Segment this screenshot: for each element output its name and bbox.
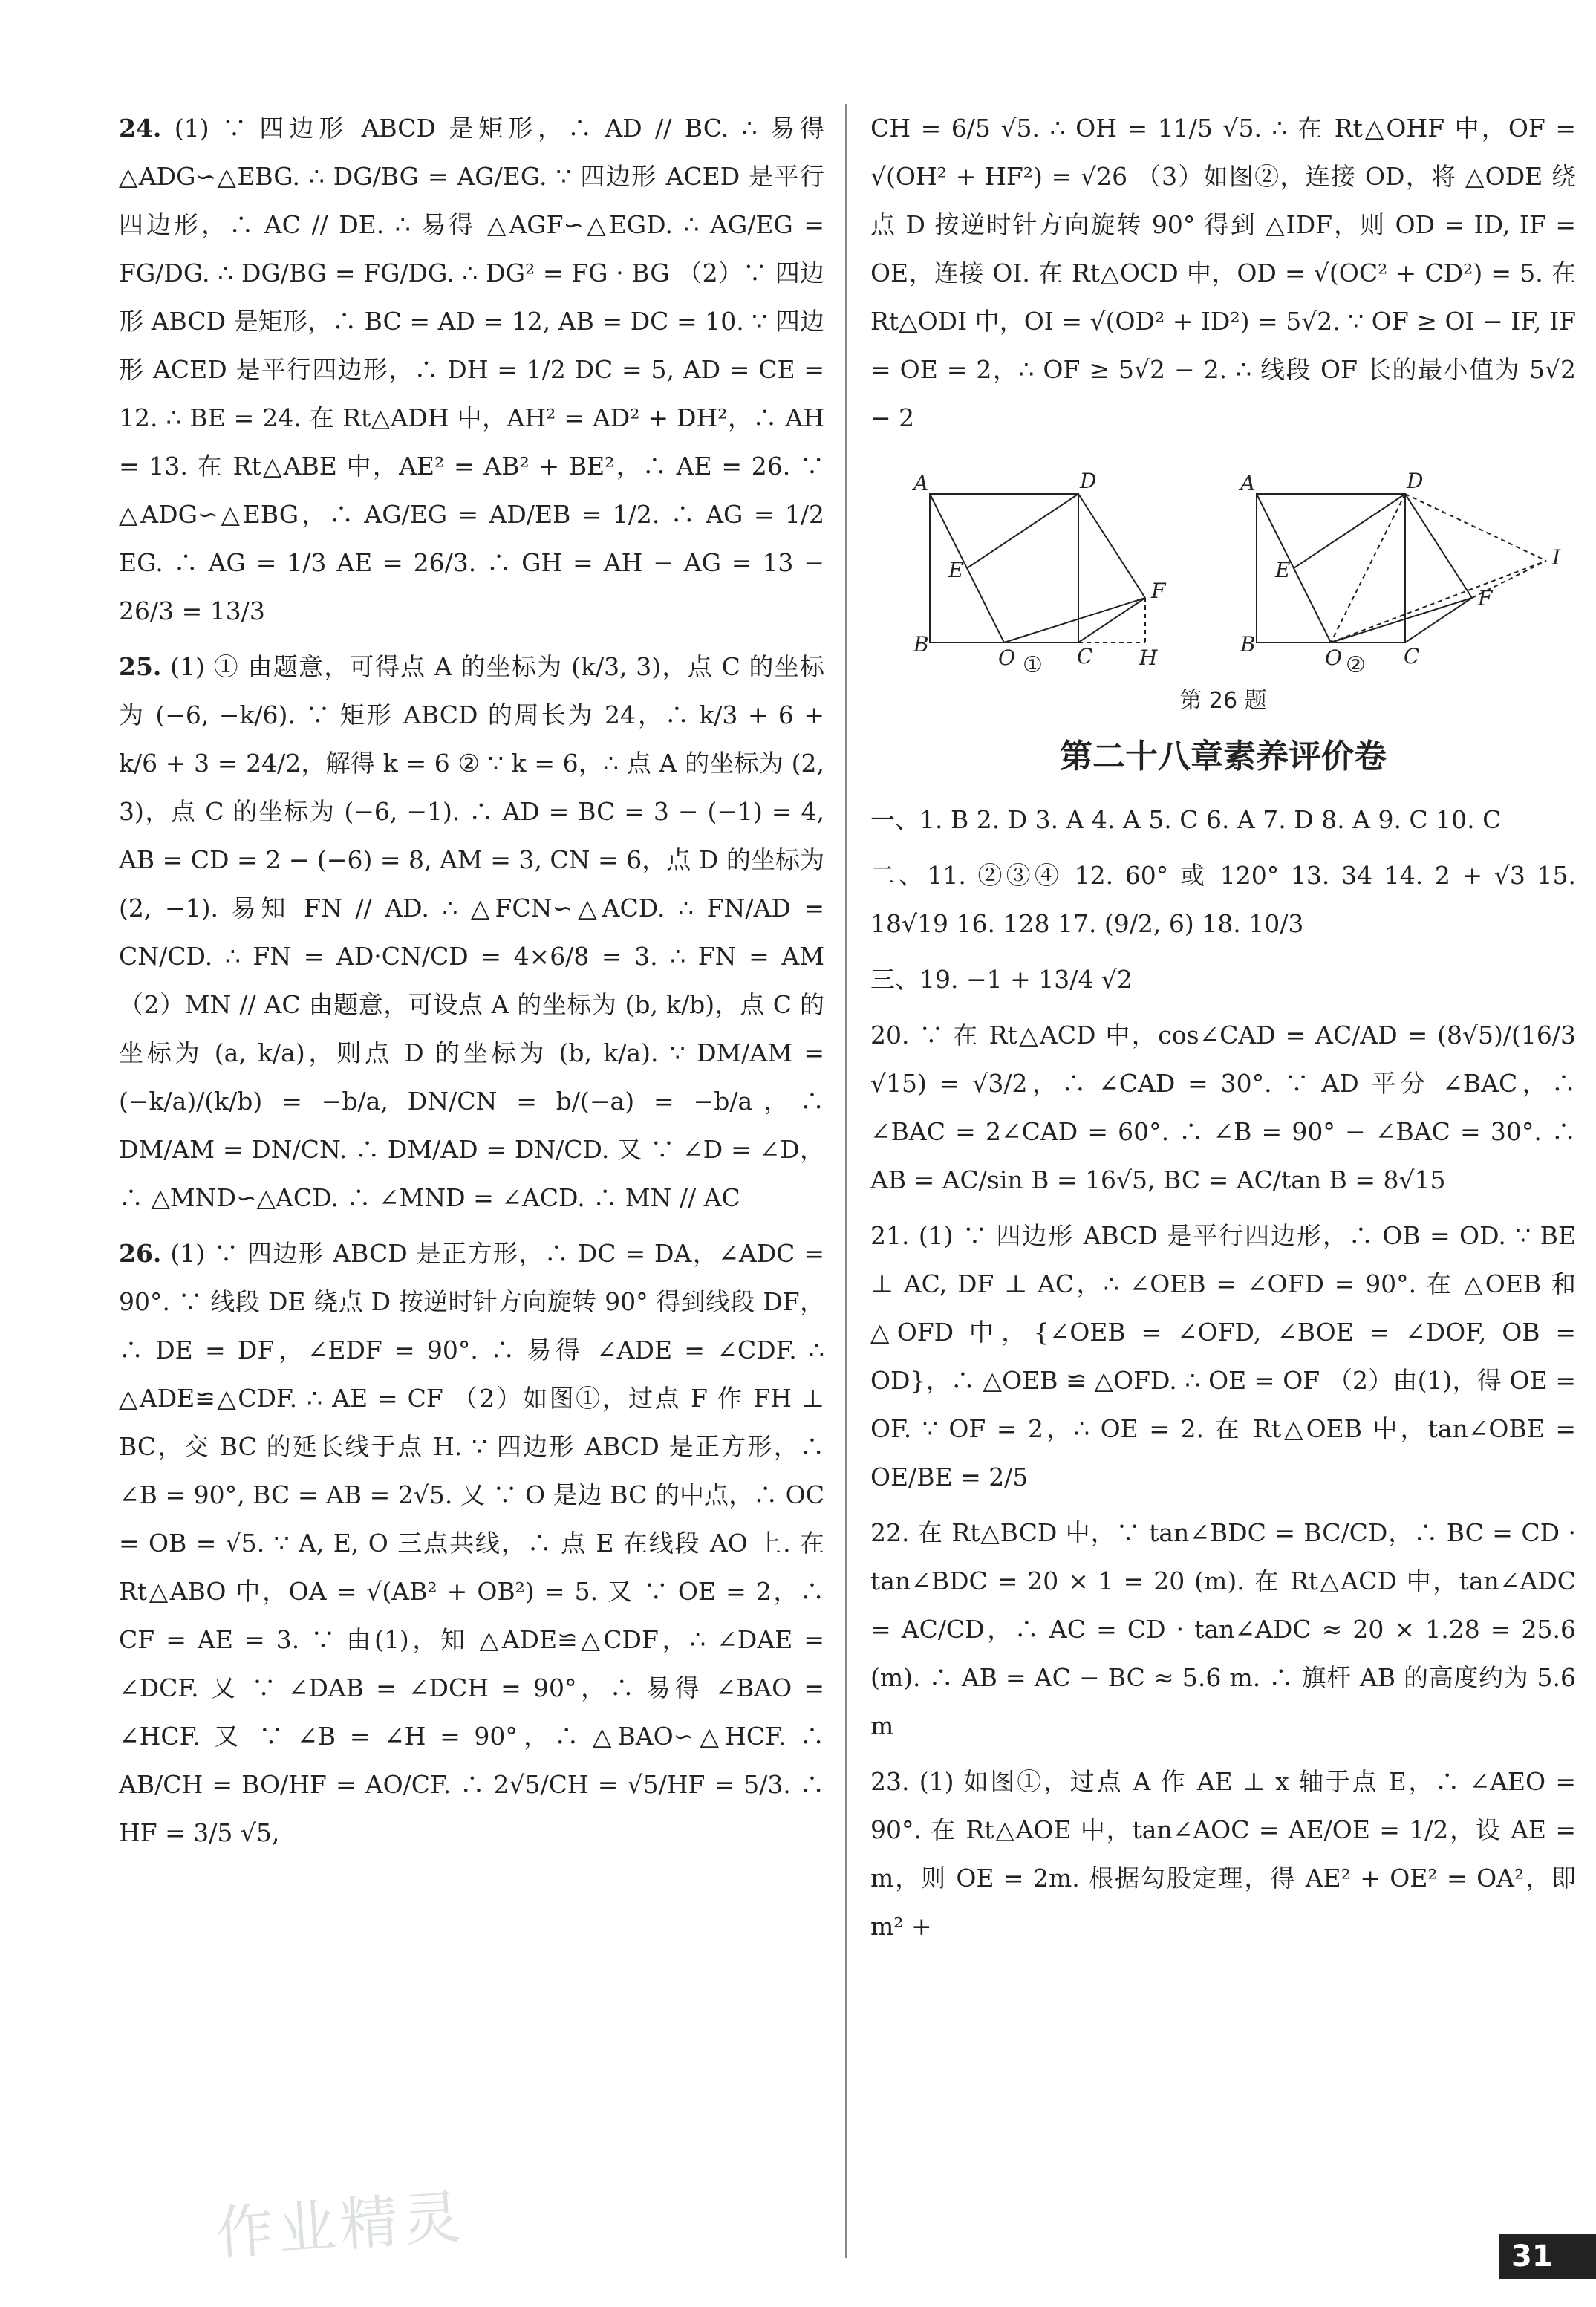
- section-3-answers: 三、19. −1 + 13/4 √2: [870, 965, 1133, 994]
- point-h-label: H: [1139, 645, 1158, 670]
- point-b-label: B: [913, 632, 929, 657]
- point-f-label: F: [1151, 579, 1166, 603]
- question-25-number: 25.: [119, 652, 162, 681]
- left-column: [119, 104, 824, 1864]
- question-26-text: (1) ∵ 四边形 ABCD 是正方形，∴ DC = DA，∠ADC = 90°. ∵ 线段 DE 绕点 D 按逆时针方向旋转 90° 得到线段 DF，∴ DE = DF，∠EDF = 90°. ∴ 易得 ∠ADE = ∠CDF. ∴ △ADE≌△CDF. ∴ AE = CF （2）如图①，过点 F 作 FH ⊥ BC，交 BC 的延长线于点 H. ∵ 四边形 ABCD 是正方形，∴ ∠B = 90°, BC = AB = 2√5. 又 ∵ O 是边 BC 的中点，∴ OC = OB = √5. ∵ A, E, O 三点共线，∴ 点 E 在线段 AO 上. 在 Rt△ABO 中，OA = √(AB² + OB²) = 5. 又 ∵ OE = 2，∴ CF = AE = 3. ∵ 由(1)，知 △ADE≌△CDF，∴ ∠DAE = ∠DCF. 又 ∵ ∠DAB = ∠DCH = 90°，∴ 易得 ∠BAO = ∠HCF. 又 ∵ ∠B = ∠H = 90°，∴ △BAO∽△HCF. ∴ AB/CH = BO/HF = AO/CF. ∴ 2√5/CH = √5/HF = 5/3. ∴ HF = 3/5 √5,: [119, 1239, 824, 1847]
- figure-2-label: ②: [1346, 652, 1366, 672]
- section-2-answers: 二、11. ②③④ 12. 60° 或 120° 13. 34 14. 2 + √3 15. 18√19 16. 128 17. (9/2, 6) 18. 10/3: [870, 861, 1576, 938]
- question-23: 23. (1) 如图①，过点 A 作 AE ⊥ x 轴于点 E，∴ ∠AEO = 90°. 在 Rt△AOE 中，tan∠AOC = AE/OE = 1/2，设 AE = m，则 OE = 2m. 根据勾股定理，得 AE² + OE² = OA²，即 m² +: [870, 1767, 1576, 1941]
- question-26-number: 26.: [119, 1239, 162, 1268]
- point-o-label: O: [998, 645, 1015, 670]
- page-number: 31: [1499, 2234, 1596, 2279]
- figure-caption: 第 26 题: [1179, 688, 1267, 714]
- segment-oi-2: [1331, 561, 1546, 642]
- question-24-text: (1) ∵ 四边形 ABCD 是矩形，∴ AD // BC. ∴ 易得 △ADG∽△EBG. ∴ DG/BG = AG/EG. ∵ 四边形 ACED 是平行四边形，∴ AC // DE. ∴ 易得 △AGF∽△EGD. ∴ AG/EG = FG/DG. ∴ DG/BG = FG/DG. ∴ DG² = FG · BG （2）∵ 四边形 ABCD 是矩形，∴ BC = AD = 12, AB = DC = 10. ∵ 四边形 ACED 是平行四边形，∴ DH = 1/2 DC = 5, AD = CE = 12. ∴ BE = 24. 在 Rt△ADH 中，AH² = AD² + DH²，∴ AH = 13. 在 Rt△ABE 中，AE² = AB² + BE²，∴ AE = 26. ∵ △ADG∽△EBG，∴ AG/EG = AD/EB = 1/2. ∴ AG = 1/2 EG. ∴ AG = 1/3 AE = 26/3. ∴ GH = AH − AG = 13 − 26/3 = 13/3: [119, 114, 824, 625]
- point-d-label: D: [1080, 469, 1097, 493]
- segment-cf: [1078, 598, 1145, 642]
- question-25: [119, 642, 824, 1222]
- segment-de-2: [1294, 494, 1405, 568]
- question-24: [119, 104, 824, 635]
- segment-od-2: [1331, 494, 1405, 642]
- point-c-label: C: [1077, 644, 1093, 668]
- chapter-title: 第二十八章素养评价卷: [1060, 738, 1387, 775]
- figure-26: [870, 457, 1576, 672]
- question-26-continued: CH = 6/5 √5. ∴ OH = 11/5 √5. ∴ 在 Rt△OHF 中，OF = √(OH² + HF²) = √26 （3）如图②，连接 OD，将 △ODE 绕点 D 按逆时针方向旋转 90° 得到 △IDF，则 OD = ID, IF = OE，连接 OI. 在 Rt△OCD 中，OD = √(OC² + CD²) = 5. 在 Rt△ODI 中，OI = √(OD² + ID²) = 5√2. ∵ OF ≥ OI − IF, IF = OE = 2，∴ OF ≥ 5√2 − 2. ∴ 线段 OF 长的最小值为 5√2 − 2: [870, 114, 1576, 432]
- segment-de: [967, 494, 1078, 568]
- point-o2-label: O: [1325, 645, 1342, 670]
- figure-26-diagrams: [870, 457, 1576, 672]
- question-20: 20. ∵ 在 Rt△ACD 中，cos∠CAD = AC/AD = (8√5)/(16/3 √15) = √3/2，∴ ∠CAD = 30°. ∵ AD 平分 ∠BAC，∴ ∠BAC = 2∠CAD = 60°. ∴ ∠B = 90° − ∠BAC = 30°. ∴ AB = AC/sin B = 16√5, BC = AC/tan B = 8√15: [870, 1021, 1576, 1194]
- point-a2-label: A: [1240, 471, 1256, 495]
- section-1-answers: 一、1. B 2. D 3. A 4. A 5. C 6. A 7. D 8. A 9. C 10. C: [870, 805, 1502, 834]
- figure-1-label: ①: [1023, 652, 1043, 672]
- point-e2-label: E: [1275, 558, 1291, 582]
- question-22: 22. 在 Rt△BCD 中，∵ tan∠BDC = BC/CD，∴ BC = CD · tan∠BDC = 20 × 1 = 20 (m). 在 Rt△ACD 中，tan∠ADC = AC/CD，∴ AC = CD · tan∠ADC ≈ 20 × 1.28 = 25.6 (m). ∴ AB = AC − BC ≈ 5.6 m. ∴ 旗杆 AB 的高度约为 5.6 m: [870, 1518, 1576, 1740]
- point-f2-label: F: [1478, 586, 1493, 611]
- point-a-label: A: [913, 471, 929, 495]
- question-26: [119, 1229, 824, 1857]
- watermark: 作业精灵: [213, 2184, 468, 2268]
- question-24-number: 24.: [119, 114, 162, 143]
- column-divider: [845, 104, 847, 2258]
- figure-2: [1257, 494, 1546, 642]
- segment-df: [1078, 494, 1145, 598]
- right-column: [870, 104, 1576, 1958]
- segment-cf-2: [1405, 598, 1472, 642]
- question-21: 21. (1) ∵ 四边形 ABCD 是平行四边形，∴ OB = OD. ∵ BE ⊥ AC, DF ⊥ AC，∴ ∠OEB = ∠OFD = 90°. 在 △OEB 和 △OFD 中，{∠OEB = ∠OFD, ∠BOE = ∠DOF, OB = OD}，∴ △OEB ≌ △OFD. ∴ OE = OF （2）由(1)，得 OE = OF. ∵ OF = 2，∴ OE = 2. 在 Rt△OEB 中，tan∠OBE = OE/BE = 2/5: [870, 1221, 1576, 1491]
- point-c2-label: C: [1404, 644, 1420, 668]
- point-d2-label: D: [1407, 469, 1424, 493]
- point-b2-label: B: [1240, 632, 1256, 657]
- segment-of-2: [1331, 598, 1472, 642]
- question-25-text: (1) ① 由题意，可得点 A 的坐标为 (k/3, 3)，点 C 的坐标为 (−6, −k/6). ∵ 矩形 ABCD 的周长为 24，∴ k/3 + 6 + k/6 + 3 = 24/2，解得 k = 6 ② ∵ k = 6，∴ 点 A 的坐标为 (2, 3)，点 C 的坐标为 (−6, −1). ∴ AD = BC = 3 − (−1) = 4, AB = CD = 2 − (−6) = 8, AM = 3, CN = 6，点 D 的坐标为 (2, −1). 易知 FN // AD. ∴ △FCN∽△ACD. ∴ FN/AD = CN/CD. ∴ FN = AD·CN/CD = 4×6/8 = 3. ∴ FN = AM （2）MN // AC 由题意，可设点 A 的坐标为 (b, k/b)，点 C 的坐标为 (a, k/a)，则点 D 的坐标为 (b, k/a). ∵ DM/AM = (−k/a)/(k/b) = −b/a, DN/CN = b/(−a) = −b/a，∴ DM/AM = DN/CN. ∴ DM/AD = DN/CD. 又 ∵ ∠D = ∠D，∴ △MND∽△ACD. ∴ ∠MND = ∠ACD. ∴ MN // AC: [119, 652, 824, 1212]
- segment-of: [1004, 598, 1145, 642]
- point-i-label: I: [1552, 545, 1561, 570]
- point-e-label: E: [948, 558, 964, 582]
